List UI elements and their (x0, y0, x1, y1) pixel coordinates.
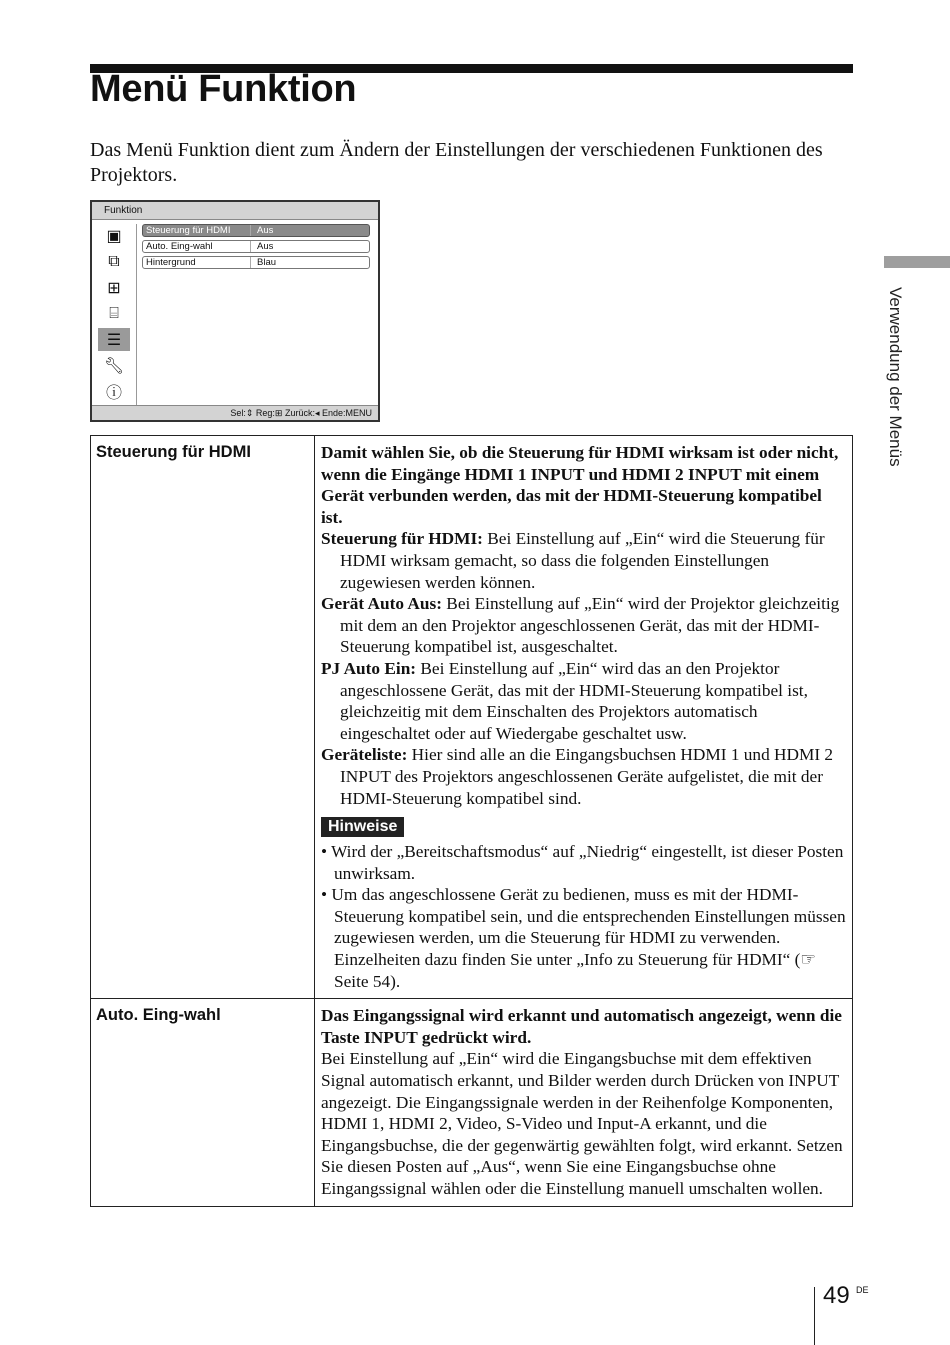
menu-rows (142, 224, 370, 272)
menu-icon-column (98, 224, 134, 406)
page-number-divider (814, 1287, 815, 1345)
menu-title: Funktion (92, 202, 378, 220)
entry-description (315, 436, 853, 999)
menu-row-label: Steuerung für HDMI (143, 225, 251, 236)
page-number: 49 (823, 1282, 850, 1309)
menu-row-value: Aus (257, 225, 274, 236)
entry-item-text: Hier sind alle an die Eingangsbuchsen HDMI 1 und HDMI 2 INPUT des Projektors angeschlossenen Geräte aufgelistet, die mit der HDMI-Steuerung kompatibel sind. (340, 745, 834, 808)
entry-item (321, 593, 846, 658)
side-tab-marker (884, 256, 950, 268)
advanced-picture-icon: ⧉ (108, 252, 120, 270)
information-icon: ⓘ (105, 385, 122, 402)
note-item: • Wird der „Bereitschaftsmodus“ auf „Niedrig“ eingestellt, ist dieser Posten unwirksam. (321, 842, 844, 883)
menu-row (142, 240, 370, 253)
menu-footer: Sel:⇕ Reg:⊞ Zurück:◂ Ende:MENU (92, 405, 378, 420)
menu-row-label: Auto. Eing-wahl (143, 241, 251, 252)
settings-table (90, 435, 853, 1207)
menu-row-label: Hintergrund (143, 257, 251, 268)
entry-item (321, 528, 846, 593)
entry-term: Steuerung für HDMI (91, 436, 315, 999)
entry-lead: Damit wählen Sie, ob die Steuerung für HDMI wirksam ist oder nicht, wenn die Eingänge HDMI 1 INPUT und HDMI 2 INPUT mit einem Gerät verbunden werden, das mit der HDMI-Steuerung kompatibel ist. (321, 443, 839, 527)
note-item: • Um das angeschlossene Gerät zu bedienen, muss es mit der HDMI-Steuerung kompatibel sein, und die entsprechenden Einstellungen müssen zugewiesen werden, um die Steuerung für HDMI zu verwenden. Einzelheiten dazu finden Sie unter „Info zu Steuerung für HDMI“ (☞ Seite 54). (321, 885, 846, 991)
menu-row-value: Blau (257, 257, 277, 268)
entry-item-key: PJ Auto Ein: (321, 658, 417, 678)
installation-icon: 🔧︎ (103, 357, 125, 375)
page-language: DE (856, 1285, 869, 1295)
entry-item-text: Bei Einstellung auf „Ein“ wird die Steuerung für HDMI wirksam gemacht, so dass die folgenden Einstellungen zugewiesen werden können. (340, 529, 825, 592)
entry-lead: Das Eingangssignal wird erkannt und automatisch angezeigt, wenn die Taste INPUT gedrückt wird. (321, 1006, 842, 1047)
entry-item (321, 744, 846, 809)
table-row (91, 999, 853, 1206)
entry-item-key: Gerät Auto Aus: (321, 594, 442, 614)
menu-separator (136, 224, 137, 406)
menu-row (142, 224, 370, 237)
notes-badge: Hinweise (321, 817, 404, 837)
entry-item-text: Bei Einstellung auf „Ein“ wird das an den Projektor angeschlossene Gerät, das mit der HDMI-Steuerung kompatibel ist, gleichzeitig mit dem Einschalten des Projektors automatisch eingeschaltet oder auf Wiedergabe geschaltet usw. (340, 658, 808, 743)
picture-icon: ▣ (106, 227, 122, 245)
entry-item-key: Steuerung für HDMI: (321, 529, 483, 549)
menu-row (142, 256, 370, 269)
screen-icon: ⊞ (107, 279, 121, 297)
side-tab-label: Verwendung der Menüs (886, 287, 905, 467)
menu-row-value: Aus (257, 241, 274, 252)
note-text: Um das angeschlossene Gerät zu bedienen, muss es mit der HDMI-Steuerung kompatibel sein, und die entsprechenden Einstellungen müssen zugewiesen werden, um die Steuerung für HDMI zu verwenden. Einzelheiten dazu finden Sie unter „Info zu Steuerung für HDMI“ (☞ Seite 54). (331, 885, 846, 991)
entry-item-key: Geräteliste: (321, 745, 408, 765)
note-text: Wird der „Bereitschaftsmodus“ auf „Niedrig“ eingestellt, ist dieser Posten unwirksam. (331, 842, 844, 883)
page-title: Menü Funktion (90, 68, 357, 110)
entry-term: Auto. Eing-wahl (91, 999, 315, 1206)
setup-icon: ⌸ (109, 304, 119, 322)
function-icon: ☰ (98, 328, 130, 351)
entry-item (321, 658, 846, 744)
entry-body: Bei Einstellung auf „Ein“ wird die Eingangsbuchse mit dem effektiven Signal automatisch erkannt, und Bilder werden durch Drücken von INPUT angezeigt. Die Eingangssignale werden in der Reihenfolge Komponenten, HDMI 1, HDMI 2, Video, S-Video und Input-A erkannt, und die Eingangsbuchse, die der gegenwärtig gewählten folgt, wird erkannt. Setzen Sie diesen Posten auf „Aus“, wenn Sie eine Eingangsbuchse ohne Eingangssignal wählen oder die Einstellung manuell umschalten wollen. (321, 1049, 843, 1198)
menu-screenshot (90, 200, 380, 422)
entry-description (315, 999, 853, 1206)
entry-item-text: Bei Einstellung auf „Ein“ wird der Projektor gleichzeitig mit dem an den Projektor angeschlossenen Gerät, das mit der HDMI-Steuerung kompatibel ist, ausgeschaltet. (340, 594, 840, 657)
intro-text: Das Menü Funktion dient zum Ändern der Einstellungen der verschiedenen Funktionen des Projektors. (90, 139, 823, 186)
table-row (91, 436, 853, 999)
